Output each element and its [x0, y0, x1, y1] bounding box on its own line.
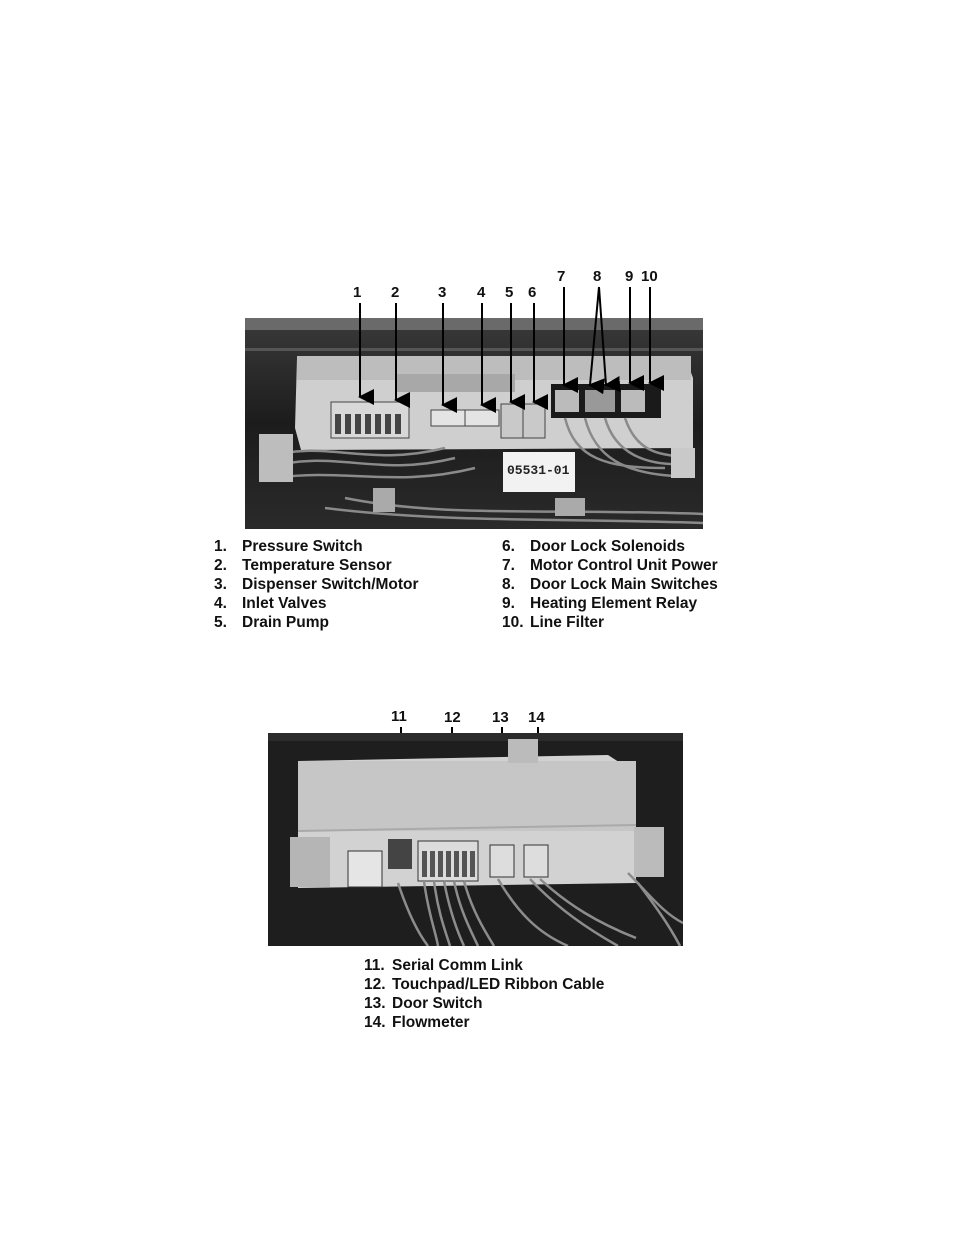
legend-item: 13. Door Switch	[364, 995, 483, 1012]
callout-3: 3	[438, 284, 447, 301]
part-number-label: 05531-01	[507, 463, 570, 478]
legend-left	[214, 537, 419, 632]
legend-item: 5. Drain Pump	[214, 614, 329, 631]
control-board-side-illustration	[268, 733, 683, 946]
callout-7: 7	[557, 268, 566, 285]
callout-5: 5	[505, 284, 514, 301]
callout-6: 6	[528, 284, 537, 301]
callout-8: 8	[593, 268, 602, 285]
legend-item: 8. Door Lock Main Switches	[502, 576, 718, 593]
callout-14: 14	[528, 709, 545, 726]
legend-item: 1. Pressure Switch	[214, 538, 363, 555]
legend-item: 6. Door Lock Solenoids	[502, 538, 686, 555]
legend-item: 11. Serial Comm Link	[364, 957, 523, 974]
control-board-front-illustration	[245, 318, 703, 529]
callout-9: 9	[625, 268, 634, 285]
callout-2: 2	[391, 284, 400, 301]
legend-item: 9. Heating Element Relay	[502, 595, 698, 612]
legend-item: 3. Dispenser Switch/Motor	[214, 576, 419, 593]
callout-13: 13	[492, 709, 509, 726]
callout-11: 11	[391, 708, 407, 725]
legend-right	[502, 537, 718, 632]
control-board-photo-side	[268, 733, 683, 946]
legend-item: 7. Motor Control Unit Power	[502, 557, 718, 574]
callout-12: 12	[444, 709, 461, 726]
control-board-photo-front	[245, 318, 703, 529]
callout-1: 1	[353, 284, 362, 301]
legend-item: 4. Inlet Valves	[214, 595, 327, 612]
legend-item: 10. Line Filter	[502, 614, 605, 631]
callout-10: 10	[641, 268, 658, 285]
legend-item: 14. Flowmeter	[364, 1014, 470, 1031]
legend-figure2	[364, 956, 604, 1032]
callout-4: 4	[477, 284, 486, 301]
legend-item: 12. Touchpad/LED Ribbon Cable	[364, 976, 605, 993]
legend-item: 2. Temperature Sensor	[214, 557, 392, 574]
